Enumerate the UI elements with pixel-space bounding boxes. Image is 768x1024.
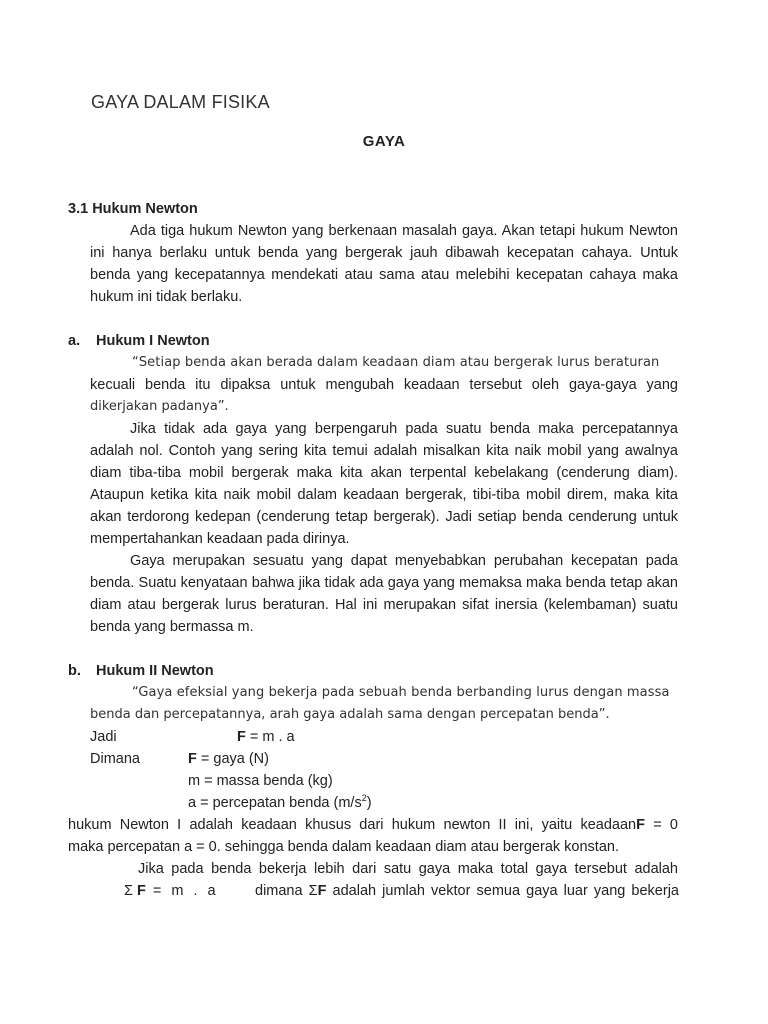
- jadi-label: Jadi: [90, 729, 117, 745]
- hukum1-quote-line1: “Setiap benda akan berada dalam keadaan diam atau bergerak lurus beraturan: [132, 355, 660, 370]
- section-heading-text: Hukum Newton: [92, 201, 198, 217]
- sigma-desc-text: dimana: [255, 883, 309, 899]
- definition-a-superscript: 2: [361, 793, 367, 804]
- hukum2-heading-text: Hukum II Newton: [96, 663, 214, 679]
- definition-row-m: [90, 770, 678, 792]
- section-heading: [68, 198, 678, 220]
- hukum1-marker: a.: [68, 333, 81, 349]
- definition-f: [188, 748, 269, 770]
- formula-rest: = m . a: [245, 729, 295, 745]
- section-number: 3.1: [68, 201, 89, 217]
- chapter-title: GAYA: [362, 133, 406, 150]
- document-body: [68, 198, 678, 902]
- hukum2-line3: Jika pada benda bekerja lebih dari satu gaya maka total gaya tersebut adalah: [138, 861, 678, 877]
- hukum2-line1-end: = 0: [644, 817, 678, 833]
- definition-row-f: [90, 748, 678, 770]
- hukum2-quote-line1: “Gaya efeksial yang bekerja pada sebuah benda berbanding lurus dengan massa: [132, 685, 670, 700]
- sigma-desc-symbol: Σ: [308, 883, 318, 899]
- sigma-description: [255, 880, 679, 902]
- sigma-desc-force: F: [317, 883, 327, 899]
- hukum1-paragraph1: Jika tidak ada gaya yang berpengaruh pada suatu benda maka percepatannya adalah nol. Contoh yang sering kita temui adalah misalkan kita naik mobil yang awalnya diam tiba-tiba mobil bergerak maka kita akan terpental kebelakang (cenderung diam). Ataupun ketika kita naik mobil dalam keadaan bergerak, tibi-tiba mobil direm, maka kita akan terdorong kedepan (cenderung tetap bergerak). Jadi setiap benda cenderung untuk mempertahankan keadaan pada dirinya.: [90, 421, 678, 547]
- hukum1-quote-line2: kecuali benda itu dipaksa untuk mengubah keadaan tersebut oleh gaya-gaya yang: [90, 377, 678, 393]
- hukum2-marker: b.: [68, 663, 81, 679]
- definition-a-close: ): [366, 795, 372, 811]
- hukum2-heading: [68, 660, 678, 682]
- hukum2-line1-force: F: [636, 817, 645, 833]
- hukum1-block: [90, 352, 678, 638]
- hukum2-quote-line2: benda dan percepatannya, arah gaya adalah sama dengan percepatan benda”.: [90, 707, 610, 722]
- sigma-symbol: Σ: [124, 883, 133, 899]
- section-intro: Ada tiga hukum Newton yang berkenaan masalah gaya. Akan tetapi hukum Newton ini hanya berlaku untuk benda yang bergerak jauh dibawah kecepatan cahaya. Untuk benda yang kecepatannya mendekati atau sama atau melebihi kecepatan cahaya maka hukum ini tidak berlaku.: [90, 223, 678, 305]
- definition-a-text: a = percepatan benda (m/s: [188, 795, 362, 811]
- hukum2-line1-text: hukum Newton I adalah keadaan khusus dari hukum newton II ini, yaitu keadaan: [68, 817, 637, 833]
- document-title: GAYA DALAM FISIKA: [91, 92, 270, 112]
- hukum2-block: [90, 682, 678, 814]
- definition-f-symbol: F: [188, 751, 197, 767]
- sigma-force-symbol: F: [137, 883, 146, 899]
- sigma-formula: [124, 880, 219, 902]
- sigma-desc-rest: adalah jumlah vektor semua gaya luar yang bekerja: [326, 883, 679, 899]
- hukum1-paragraph2: Gaya merupakan sesuatu yang dapat menyebabkan perubahan kecepatan pada benda. Suatu kenyataan bahwa jika tidak ada gaya yang memaksa maka benda tetap akan diam atau bergerak lurus beraturan. Hal ini merupakan sifat inersia (kelembaman) suatu benda yang bermassa m.: [90, 553, 678, 635]
- section-intro-block: [90, 220, 678, 308]
- sigma-formula-rest: = m . a: [145, 883, 219, 899]
- hukum1-heading: [68, 330, 678, 352]
- formula-row: [90, 726, 678, 748]
- hukum1-heading-text: Hukum I Newton: [96, 333, 210, 349]
- definition-a: [188, 792, 372, 814]
- dimana-label: Dimana: [90, 751, 140, 767]
- newton2-formula: [237, 726, 295, 748]
- formula-force-symbol: F: [237, 729, 246, 745]
- definition-f-text: = gaya (N): [196, 751, 269, 767]
- hukum1-quote-line3: dikerjakan padanya”.: [90, 399, 229, 414]
- definition-m: m = massa benda (kg): [188, 773, 333, 789]
- sigma-row: [68, 880, 678, 902]
- definition-row-a: [90, 792, 678, 814]
- hukum2-line2: maka percepatan a = 0. sehingga benda dalam keadaan diam atau bergerak konstan.: [68, 839, 619, 855]
- hukum2-line1: [68, 814, 678, 836]
